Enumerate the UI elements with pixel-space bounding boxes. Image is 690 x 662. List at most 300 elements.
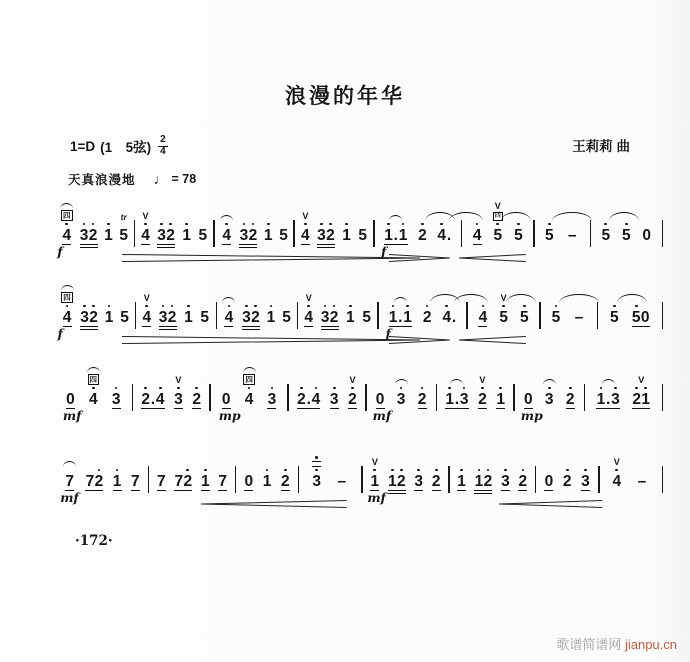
note-number: 3 2 [320, 309, 339, 326]
note [263, 205, 274, 245]
note [219, 205, 234, 245]
note-number: 2 [192, 391, 201, 408]
note [473, 451, 493, 491]
measure [541, 287, 597, 326]
barline [662, 302, 663, 329]
note [199, 287, 210, 327]
note-number: 0 [375, 391, 385, 408]
measure [468, 287, 540, 327]
ornament-slot [61, 287, 74, 303]
note [221, 287, 236, 327]
staff-row [55, 200, 663, 259]
dynamic-marking: mf [60, 490, 79, 505]
dynamic-marking: mf [62, 408, 82, 423]
note [173, 451, 193, 491]
measure [536, 451, 598, 491]
boxed-four-icon: 四 [245, 374, 253, 384]
note [544, 205, 555, 244]
note [242, 369, 257, 409]
note [372, 369, 392, 423]
time-signature [158, 135, 168, 157]
boxed-four-icon: 四 [63, 292, 71, 302]
note-number: 1 [266, 309, 276, 326]
note [571, 287, 587, 326]
staff-row [55, 451, 663, 505]
note-number: 4 [301, 227, 310, 244]
tie-arc-icon [87, 367, 100, 373]
note-number: 0 [244, 473, 254, 490]
breath-mark-icon: V [305, 293, 312, 303]
note-number: 4 [244, 391, 254, 408]
sheet-music-page [0, 80, 690, 652]
note-number: – [567, 227, 577, 244]
note-number: 7 [218, 473, 228, 490]
note-number: 5 [362, 309, 371, 326]
note [280, 451, 291, 491]
hairpin-dynamic-icon [459, 253, 526, 263]
note [156, 205, 176, 245]
note-number: 1 2 [387, 473, 406, 490]
note-number: 5 [120, 309, 129, 326]
note [565, 369, 576, 409]
measure [133, 369, 210, 409]
hairpin-dynamic-icon [201, 499, 347, 509]
note-number: 1 . 3 [596, 391, 620, 408]
note [296, 369, 322, 409]
note-number: 3 [329, 391, 339, 408]
note [495, 369, 506, 409]
barline [662, 384, 663, 411]
note [111, 369, 122, 409]
note [191, 369, 202, 409]
note-number: 3 [312, 473, 321, 490]
note-number: 4 [88, 391, 98, 408]
note [431, 451, 442, 491]
note [631, 287, 651, 327]
note [611, 451, 622, 490]
note-number: 7 2 [174, 473, 193, 490]
note [472, 205, 483, 245]
dynamic-marking: f [57, 326, 63, 341]
ornament-slot [144, 287, 150, 303]
note-number: 4 [478, 309, 488, 326]
ornament-slot [143, 205, 149, 221]
note-number: 5 [119, 227, 128, 244]
staff-system [55, 369, 663, 439]
note [621, 205, 632, 244]
string-tuning-text: (1 5弦) [100, 140, 152, 155]
note-number: 7 [131, 473, 140, 490]
hairpin-dynamic-icon [389, 335, 450, 345]
breath-mark-icon: V [613, 457, 620, 467]
note-number: 5 [621, 227, 631, 244]
note-number: 1 [104, 227, 113, 244]
note-number: 0 [544, 473, 554, 490]
note [513, 205, 524, 245]
note-number: 4 [62, 227, 72, 244]
ornament-slot [450, 369, 463, 385]
note-number: 3 2 [79, 227, 98, 244]
note-number: 3 [174, 391, 183, 408]
note [217, 451, 228, 491]
trill-icon: tr [120, 211, 127, 222]
note-number: 4 [62, 309, 72, 326]
note [57, 205, 74, 259]
note [517, 451, 528, 491]
note-number: 1 . 1 [384, 227, 408, 244]
note [118, 205, 129, 245]
note [329, 369, 340, 409]
note [181, 205, 192, 245]
note-number: 4 . [442, 309, 457, 326]
note [141, 287, 152, 327]
tie-arc-icon [60, 203, 73, 209]
measure [55, 205, 134, 259]
note-number: 1 [104, 309, 114, 326]
breath-mark-icon: V [175, 375, 182, 385]
staff-row [55, 369, 663, 423]
breath-mark-icon: V [371, 457, 378, 467]
measure [591, 205, 662, 244]
note [387, 451, 407, 491]
note-number: – [337, 473, 347, 490]
hairpin-dynamic-icon [122, 253, 420, 263]
measure [585, 369, 662, 409]
note-number: 5 [545, 227, 554, 244]
note-number: 5 [601, 227, 611, 244]
measure [462, 200, 533, 245]
note-number: 2 [348, 391, 357, 408]
note-number: 5 0 [631, 309, 650, 326]
note-number: 1 [346, 309, 355, 326]
breath-mark-icon: V [142, 211, 149, 221]
note-number: 5 [551, 309, 561, 326]
note [84, 451, 104, 491]
note [79, 287, 99, 327]
note [311, 451, 322, 490]
note-number: 2 [417, 391, 427, 408]
note-number: 3 2 [158, 309, 177, 326]
note-number: 1 [182, 227, 192, 244]
note [243, 451, 254, 491]
time-signature-top: 2 [160, 134, 166, 145]
ornament-slot [87, 369, 100, 385]
note [347, 369, 358, 409]
note [520, 369, 543, 423]
measure [367, 369, 436, 423]
note-number: 0 [523, 391, 533, 408]
dynamic-marking: mf [367, 490, 386, 505]
note-number: 2 1 [632, 391, 651, 408]
note [320, 287, 340, 327]
measure [299, 451, 361, 490]
measure [515, 369, 584, 423]
staff-system [55, 451, 663, 521]
dynamic-marking: mp [218, 408, 241, 423]
dynamic-marking: mp [520, 408, 543, 423]
note [542, 369, 557, 409]
note-number: 4 [224, 309, 234, 326]
boxed-four-icon: 四 [493, 212, 503, 222]
breath-mark-icon: V [638, 375, 645, 385]
ornament-slot [121, 205, 127, 221]
note-number: 5 [358, 227, 367, 244]
note [86, 369, 101, 409]
note [60, 451, 79, 505]
watermark-site-name: 歌谱简谱网 [556, 637, 625, 652]
note-number: 1 [496, 391, 505, 408]
note [477, 369, 488, 409]
measure [135, 205, 214, 245]
note [634, 451, 650, 490]
ornament-slot [175, 369, 181, 385]
measure [437, 369, 514, 409]
watermark-domain-link[interactable]: jianpu.cn [624, 637, 677, 652]
ornament-slot [312, 451, 321, 467]
note [57, 287, 75, 341]
note [173, 369, 184, 409]
note-number: 5 [198, 227, 208, 244]
ornament-slot [222, 287, 235, 303]
note-number: 1 [263, 227, 273, 244]
page-number: ·172· [75, 533, 113, 549]
note [641, 205, 652, 244]
hairpin-dynamic-icon [389, 253, 450, 263]
score-area [55, 200, 663, 521]
measure [379, 287, 467, 341]
note-number: 3 [501, 473, 510, 490]
measure [450, 451, 535, 491]
note [130, 451, 141, 491]
key-signature [70, 135, 168, 157]
note-number: 5 [279, 227, 288, 244]
note [140, 369, 166, 409]
note-number: 1 [457, 473, 466, 490]
ornament-slot [614, 451, 620, 467]
note [417, 369, 428, 409]
note [595, 369, 621, 409]
note-number: 4 [612, 473, 622, 490]
note [119, 287, 130, 327]
breath-mark-icon: V [494, 200, 501, 211]
note [385, 287, 414, 341]
ornament-slot [372, 451, 378, 467]
measure [375, 205, 461, 259]
note-number: 0 [221, 391, 231, 408]
song-title: 浪漫的年华 [285, 85, 405, 108]
note [140, 205, 151, 245]
key-text: 1=D [70, 138, 96, 154]
tie-arc-icon [61, 285, 74, 291]
ornament-slot [395, 369, 408, 385]
note-number: 3 [544, 391, 554, 408]
note-number: 1 [262, 473, 272, 490]
staff-row [55, 287, 663, 341]
note-number: 4 [141, 227, 150, 244]
note-number: 2 [518, 473, 528, 490]
ornament-slot [302, 205, 308, 221]
note-number: 7 2 [85, 473, 104, 490]
note-number: 5 [514, 227, 523, 244]
note-number: 5 [493, 227, 503, 244]
note-number: 2 . 4 [297, 391, 321, 408]
note-number: 3 2 [242, 309, 260, 326]
note-number: 3 2 [157, 227, 175, 244]
ornament-slot [479, 369, 485, 385]
note-number: 1 . 3 [445, 391, 469, 408]
note [300, 205, 311, 245]
note-number: 1 [200, 473, 210, 490]
measure [149, 451, 234, 491]
note-number: 7 [157, 473, 166, 490]
measure [295, 205, 374, 245]
ornament-slot [63, 451, 76, 467]
note [562, 451, 573, 491]
note-number: 4 [304, 309, 314, 326]
note [265, 287, 276, 327]
ornament-slot [389, 205, 402, 221]
note-number: – [574, 309, 584, 326]
hairpin-dynamic-icon [499, 499, 602, 509]
note [238, 205, 258, 245]
note-number: 3 [414, 473, 424, 490]
note [158, 287, 178, 327]
measure [217, 287, 297, 327]
barline [662, 466, 663, 493]
ornament-slot [543, 369, 556, 385]
measure [535, 205, 590, 244]
hairpin-dynamic-icon [459, 335, 526, 345]
ornament-slot [220, 205, 233, 221]
note-number: 3 2 [317, 227, 335, 244]
note [112, 451, 123, 491]
note [498, 287, 509, 327]
note-number: 2 [562, 473, 572, 490]
note-number: 0 [66, 391, 75, 408]
note [436, 205, 453, 245]
note [413, 451, 424, 491]
note [183, 287, 194, 327]
note-number: 2 [422, 309, 432, 326]
measure [55, 287, 135, 341]
note [266, 369, 277, 409]
measure [211, 369, 288, 423]
hairpin-dynamic-icon [122, 335, 420, 345]
note-number: 7 [65, 473, 75, 490]
note-number: 1 [342, 227, 351, 244]
note [444, 369, 470, 409]
ornament-slot [243, 369, 256, 385]
note [357, 205, 368, 245]
note [218, 369, 241, 423]
boxed-four-icon: 四 [63, 210, 71, 220]
watermark [556, 634, 677, 653]
note [103, 205, 114, 245]
note-number: 5 [282, 309, 291, 326]
measure [289, 369, 366, 409]
ornament-slot [349, 369, 355, 385]
note-number: 2 [565, 391, 575, 408]
staff-system [55, 287, 663, 357]
note [79, 205, 99, 245]
note [394, 369, 409, 409]
note [600, 205, 611, 244]
note [367, 451, 386, 505]
note [543, 451, 554, 491]
note-number: 5 [499, 309, 508, 326]
note-number: – [637, 473, 647, 490]
staff-system [55, 200, 663, 275]
tie-arc-icon [243, 367, 256, 373]
note [303, 287, 314, 327]
tempo-value: = 78 [171, 172, 197, 186]
note-number: 3 [396, 391, 406, 408]
note [456, 451, 467, 491]
note-number: 2 [418, 227, 427, 244]
note [381, 205, 409, 259]
ornament-slot [602, 369, 615, 385]
boxed-four-icon: 四 [89, 374, 97, 384]
note-number: 4 . [437, 227, 452, 244]
note-number: 4 [222, 227, 231, 244]
tremolo-icon [312, 456, 321, 467]
note [281, 287, 292, 327]
note-number: 2 [431, 473, 441, 490]
breath-mark-icon: V [500, 293, 507, 303]
note [631, 369, 651, 409]
dynamic-marking: f [385, 326, 391, 341]
ornament-slot [394, 287, 407, 303]
note [316, 205, 336, 245]
quarter-note-icon: ♩ [153, 171, 168, 187]
note [564, 205, 580, 244]
note-number: 1 [184, 309, 193, 326]
expression-text: 天真浪漫地 [68, 173, 136, 187]
note-number: 3 [267, 391, 277, 408]
breath-mark-icon: V [349, 375, 356, 385]
note [550, 287, 561, 326]
tempo-marking [68, 170, 690, 188]
note [580, 451, 591, 491]
note [334, 451, 350, 490]
note-number: 5 [519, 309, 529, 326]
note [441, 287, 458, 327]
note-number: 0 [642, 227, 651, 244]
note [341, 205, 352, 245]
measure [215, 205, 294, 245]
breath-mark-icon: V [143, 293, 150, 303]
note-number: 1 . 1 [388, 309, 412, 326]
dynamic-marking: f [381, 244, 387, 259]
measure [236, 451, 298, 491]
measure [598, 287, 662, 327]
composer-credit: 王莉莉 曲 [572, 139, 630, 154]
note-number: 1 [370, 473, 380, 490]
note-number: 5 [610, 309, 619, 326]
note [519, 287, 530, 327]
note [197, 205, 208, 245]
note-number: 4 [472, 227, 482, 244]
note-number: 1 2 [474, 473, 493, 490]
note [241, 287, 261, 327]
meta-row [0, 135, 690, 157]
measure [298, 287, 378, 327]
note [278, 205, 289, 245]
measure [136, 287, 216, 327]
breath-mark-icon: V [479, 375, 486, 385]
note [417, 205, 428, 245]
dynamic-marking: mf [372, 408, 392, 423]
